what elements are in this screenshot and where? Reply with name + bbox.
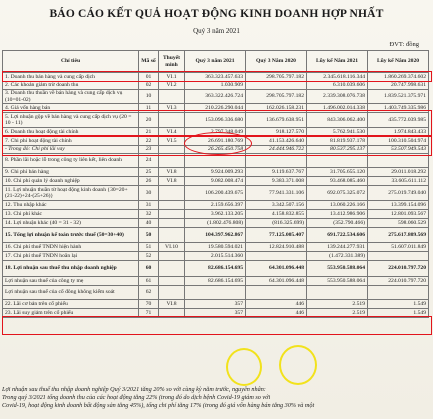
value-ytd-2020: 1.860.269.374.602 <box>368 73 429 82</box>
value-q3-2020: 4.158.832.855 <box>246 210 307 219</box>
value-ytd-2021 <box>307 286 368 300</box>
value-ytd-2020: 13.399.154.096 <box>368 201 429 210</box>
value-q3-2020: 64.301.096.448 <box>246 277 307 286</box>
value-q3-2021: 9.082.008.474 <box>185 177 246 186</box>
value-ytd-2021: 1.496.002.014.338 <box>307 104 368 113</box>
row-label: 13. Chi phí khác <box>3 210 139 219</box>
value-q3-2021: 1.030.909 <box>185 82 246 90</box>
row-note <box>159 261 185 277</box>
value-q3-2020: 446 <box>246 300 307 309</box>
value-q3-2020 <box>246 82 307 90</box>
value-q3-2021: 26.691.180.769 <box>185 137 246 146</box>
table-row <box>3 177 429 186</box>
row-label: 4. Giá vốn hàng bán <box>3 104 139 113</box>
row-code: 40 <box>139 219 159 228</box>
highlight-net-profit-row <box>2 316 432 335</box>
circle-eps-q3-2021 <box>226 348 262 386</box>
row-label: 2. Các khoản giảm trừ doanh thu <box>3 82 139 90</box>
table-row <box>3 168 429 177</box>
value-q3-2021: 357 <box>185 309 246 318</box>
value-q3-2021: 2.797.348.049 <box>185 128 246 137</box>
value-q3-2020: 77.941.331.106 <box>246 186 307 201</box>
value-ytd-2021: 5.762.941.530 <box>307 128 368 137</box>
row-label: 14. Lợi nhuận khác (40 = 31 - 32) <box>3 219 139 228</box>
row-label: - Trong đó: Chi phí lãi vay <box>3 146 139 154</box>
row-label: 1. Doanh thu bán hàng và cung cấp dịch <box>3 73 139 82</box>
value-ytd-2021 <box>307 154 368 168</box>
row-code: 25 <box>139 168 159 177</box>
value-ytd-2021: 6.310.039.606 <box>307 82 368 90</box>
value-q3-2020: 77.125.005.407 <box>246 228 307 243</box>
value-ytd-2021: 81.819.937.178 <box>307 137 368 146</box>
value-ytd-2021: 2.519 <box>307 309 368 318</box>
value-ytd-2020: 435.772.039.985 <box>368 113 429 128</box>
table-row <box>3 90 429 104</box>
row-note <box>159 219 185 228</box>
row-label: Lợi nhuận sau thuế của cổ đông không kiểm soát <box>3 286 139 300</box>
value-ytd-2021: 553.950.588.064 <box>307 277 368 286</box>
row-code: 11 <box>139 104 159 113</box>
col-header-ytd-2020: Lũy kế Năm 2020 <box>368 51 429 73</box>
row-note <box>159 154 185 168</box>
value-q3-2020: 41.153.426.640 <box>246 137 307 146</box>
value-q3-2021 <box>185 286 246 300</box>
value-q3-2021: 2.159.656.397 <box>185 201 246 210</box>
value-q3-2021: 357 <box>185 300 246 309</box>
value-ytd-2021: 31.705.655.120 <box>307 168 368 177</box>
currency-unit: ĐVT: đồng <box>389 41 419 48</box>
row-code: 02 <box>139 82 159 90</box>
table-header-row <box>3 51 429 73</box>
value-q3-2021: 363.322.426.724 <box>185 90 246 104</box>
row-code: 20 <box>139 113 159 128</box>
value-q3-2021: 9.924.009.293 <box>185 168 246 177</box>
value-q3-2021: 82.686.154.695 <box>185 277 246 286</box>
report-period: Quý 3 năm 2021 <box>193 27 240 35</box>
col-header-code: Mã số <box>139 51 159 73</box>
row-note: VI.8 <box>159 300 185 309</box>
row-code: 52 <box>139 252 159 261</box>
value-q3-2020 <box>246 286 307 300</box>
value-q3-2021: 19.580.594.021 <box>185 243 246 252</box>
row-note <box>159 113 185 128</box>
note-line: Covid-19, hoạt động kinh doanh bất động sản tăng 45%), tổng chi phí tăng 17% (trong đó giá vốn hàng bán tăng 30% và một <box>2 401 315 409</box>
row-note: VI.1 <box>159 73 185 82</box>
row-label: 5. Lợi nhuận gộp về bán hàng và cung cấp dịch vụ (20 = 10 - 11) <box>3 113 139 128</box>
table-row <box>3 186 429 201</box>
value-ytd-2021: 13.412.986.906 <box>307 210 368 219</box>
table-row <box>3 104 429 113</box>
row-code: 62 <box>139 286 159 300</box>
row-label: 15. Tổng lợi nhuận kế toán trước thuế (50=30+40) <box>3 228 139 243</box>
row-label: 22. Lãi cơ bản trên cổ phiếu <box>3 300 139 309</box>
value-ytd-2021: 843.306.062.400 <box>307 113 368 128</box>
value-ytd-2020: 275.019.749.040 <box>368 186 429 201</box>
row-note <box>159 309 185 318</box>
value-ytd-2020: 1.549 <box>368 300 429 309</box>
row-note: VI.10 <box>159 243 185 252</box>
table-row <box>3 82 429 90</box>
row-label: 12. Thu nhập khác <box>3 201 139 210</box>
row-label: 18. Lợi nhuận sau thuế thu nhập doanh nghiệp <box>3 261 139 277</box>
value-ytd-2021: 2.345.618.116.344 <box>307 73 368 82</box>
row-note <box>159 186 185 201</box>
row-code: 26 <box>139 177 159 186</box>
row-code: 01 <box>139 73 159 82</box>
row-note <box>159 286 185 300</box>
table-row <box>3 201 429 210</box>
table-row <box>3 243 429 252</box>
table-row <box>3 73 429 82</box>
explanation-note <box>2 386 430 409</box>
row-note <box>159 252 185 261</box>
value-ytd-2021: 13.060.226.166 <box>307 201 368 210</box>
row-label: 10. Chi phí quản lý doanh nghiệp <box>3 177 139 186</box>
col-header-q3-2020: Quý 3 Năm 2020 <box>246 51 307 73</box>
row-label: 8. Phần lãi hoặc lỗ trong công ty liên kết, liên doanh <box>3 154 139 168</box>
value-q3-2020: 3.342.507.156 <box>246 201 307 210</box>
value-ytd-2020 <box>368 154 429 168</box>
table-row <box>3 228 429 243</box>
value-ytd-2021: 691.722.534.606 <box>307 228 368 243</box>
value-ytd-2021: 553.950.588.064 <box>307 261 368 277</box>
value-ytd-2020 <box>368 286 429 300</box>
row-code: 32 <box>139 210 159 219</box>
table-row <box>3 146 429 154</box>
value-q3-2020: 136.679.638.951 <box>246 113 307 128</box>
row-code: 23 <box>139 146 159 154</box>
row-label: 3. Doanh thu thuần về bán hàng và cung cấp dịch vụ (10=01-02) <box>3 90 139 104</box>
value-q3-2020: 9.119.637.767 <box>246 168 307 177</box>
value-ytd-2020: 33.605.611.112 <box>368 177 429 186</box>
table-row <box>3 309 429 318</box>
table-row <box>3 219 429 228</box>
value-ytd-2020: 224.010.797.720 <box>368 261 429 277</box>
row-note: VI.8 <box>159 168 185 177</box>
row-code: 60 <box>139 261 159 277</box>
value-ytd-2020 <box>368 252 429 261</box>
row-code: 71 <box>139 309 159 318</box>
row-note <box>159 90 185 104</box>
value-ytd-2021: (1.472.331.389) <box>307 252 368 261</box>
value-q3-2020 <box>246 252 307 261</box>
value-q3-2021: 106.200.439.675 <box>185 186 246 201</box>
row-label: 6. Doanh thu hoạt động tài chính <box>3 128 139 137</box>
row-note <box>159 277 185 286</box>
table-row <box>3 128 429 137</box>
table-row <box>3 154 429 168</box>
row-note: VI.4 <box>159 128 185 137</box>
row-code: 51 <box>139 243 159 252</box>
value-ytd-2020: 224.010.797.720 <box>368 277 429 286</box>
row-label: 7. Chi phí hoạt động tài chính <box>3 137 139 146</box>
value-q3-2020: 918.127.570 <box>246 128 307 137</box>
table-row <box>3 113 429 128</box>
value-q3-2021: 210.226.290.044 <box>185 104 246 113</box>
row-note <box>159 228 185 243</box>
note-line: Trong quý 3/2021 tổng doanh thu của các hoạt động tăng 22% (trong đó do dịch bệnh Covid-19 giảm so với <box>2 393 271 401</box>
value-ytd-2020: 51.607.011.849 <box>368 243 429 252</box>
row-code: 70 <box>139 300 159 309</box>
value-ytd-2020: 20.747.998.631 <box>368 82 429 90</box>
value-q3-2021: 363.323.457.633 <box>185 73 246 82</box>
value-q3-2021: 26.265.450.758 <box>185 146 246 154</box>
value-ytd-2021: 2.519 <box>307 300 368 309</box>
value-q3-2020: 64.301.096.448 <box>246 261 307 277</box>
table-row <box>3 210 429 219</box>
value-q3-2021 <box>185 154 246 168</box>
table-row <box>3 252 429 261</box>
value-ytd-2020: 598.060.529 <box>368 219 429 228</box>
row-label: 16. Chi phí thuế TNDN hiện hành <box>3 243 139 252</box>
value-q3-2020: 162.026.158.231 <box>246 104 307 113</box>
table-row <box>3 286 429 300</box>
value-q3-2021: 3.962.133.205 <box>185 210 246 219</box>
row-note <box>159 201 185 210</box>
value-q3-2020: 298.705.797.182 <box>246 90 307 104</box>
value-ytd-2021: 93.468.085.460 <box>307 177 368 186</box>
value-ytd-2021: 80.537.295.137 <box>307 146 368 154</box>
value-q3-2020: 12.824.910.488 <box>246 243 307 252</box>
value-ytd-2021: 692.075.325.072 <box>307 186 368 201</box>
value-q3-2020: 9.383.371.008 <box>246 177 307 186</box>
row-code: 10 <box>139 90 159 104</box>
value-q3-2021: 2.015.514.360 <box>185 252 246 261</box>
table-row <box>3 277 429 286</box>
value-ytd-2021: 2.339.308.076.738 <box>307 90 368 104</box>
value-q3-2020 <box>246 154 307 168</box>
table-row <box>3 300 429 309</box>
value-q3-2020: 24.444.946.722 <box>246 146 307 154</box>
row-code: 21 <box>139 128 159 137</box>
row-label: 11. Lợi nhuận thuần từ hoạt động kinh doanh {30=20+(21-22)+24-(25+26)} <box>3 186 139 201</box>
circle-eps-q3-2020 <box>279 345 317 385</box>
value-ytd-2020: 1.403.749.335.986 <box>368 104 429 113</box>
row-note: VI.8 <box>159 177 185 186</box>
row-code: 30 <box>139 186 159 201</box>
value-q3-2020: 298.705.797.182 <box>246 73 307 82</box>
table-row <box>3 261 429 277</box>
value-ytd-2020: 12.801.093.567 <box>368 210 429 219</box>
row-note: VI.5 <box>159 137 185 146</box>
value-q3-2021: 82.686.154.695 <box>185 261 246 277</box>
col-header-q3-2021: Quý 3 năm 2021 <box>185 51 246 73</box>
note-line: Lợi nhuận sau thuế thu nhập doanh nghiệp Quý 3/2021 tăng 20% so với cùng kỳ năm trước, nguyên nhân: <box>2 386 266 393</box>
value-q3-2021: 153.096.336.680 <box>185 113 246 128</box>
table-body <box>3 73 429 318</box>
row-note <box>159 210 185 219</box>
value-ytd-2020: 275.617.809.569 <box>368 228 429 243</box>
value-q3-2021: 104.397.962.867 <box>185 228 246 243</box>
row-label: Lợi nhuận sau thuế của công ty mẹ <box>3 277 139 286</box>
col-header-note: Thuyết minh <box>159 51 185 73</box>
value-ytd-2020: 53.507.949.543 <box>368 146 429 154</box>
col-header-ytd-2021: Lũy kế Năm 2021 <box>307 51 368 73</box>
value-ytd-2020: 29.011.018.292 <box>368 168 429 177</box>
row-code: 50 <box>139 228 159 243</box>
value-ytd-2020: 1.839.521.375.971 <box>368 90 429 104</box>
value-ytd-2020: 1.974.843.433 <box>368 128 429 137</box>
value-q3-2020: (816.325.699) <box>246 219 307 228</box>
row-code: 31 <box>139 201 159 210</box>
row-label: 17. Chi phí thuế TNDN hoãn lại <box>3 252 139 261</box>
report-title: BÁO CÁO KẾT QUẢ HOẠT ĐỘNG KINH DOANH HỢP NHẤT <box>49 8 384 20</box>
row-label: 23. Lãi suy giảm trên cổ phiếu <box>3 309 139 318</box>
value-q3-2021: (1.802.476.808) <box>185 219 246 228</box>
value-ytd-2020: 100.310.504.974 <box>368 137 429 146</box>
row-note: VI.2 <box>159 82 185 90</box>
income-statement-table <box>2 50 429 318</box>
row-code: 22 <box>139 137 159 146</box>
value-q3-2020: 446 <box>246 309 307 318</box>
col-header-item: Chỉ tiêu <box>3 51 139 73</box>
row-code: 24 <box>139 154 159 168</box>
table-row <box>3 137 429 146</box>
value-ytd-2021: 139.244.277.931 <box>307 243 368 252</box>
row-label: 9. Chi phí bán hàng <box>3 168 139 177</box>
row-note <box>159 146 185 154</box>
row-code: 61 <box>139 277 159 286</box>
row-note: VI.3 <box>159 104 185 113</box>
value-ytd-2020: 1.549 <box>368 309 429 318</box>
value-ytd-2021: (352.790.466) <box>307 219 368 228</box>
